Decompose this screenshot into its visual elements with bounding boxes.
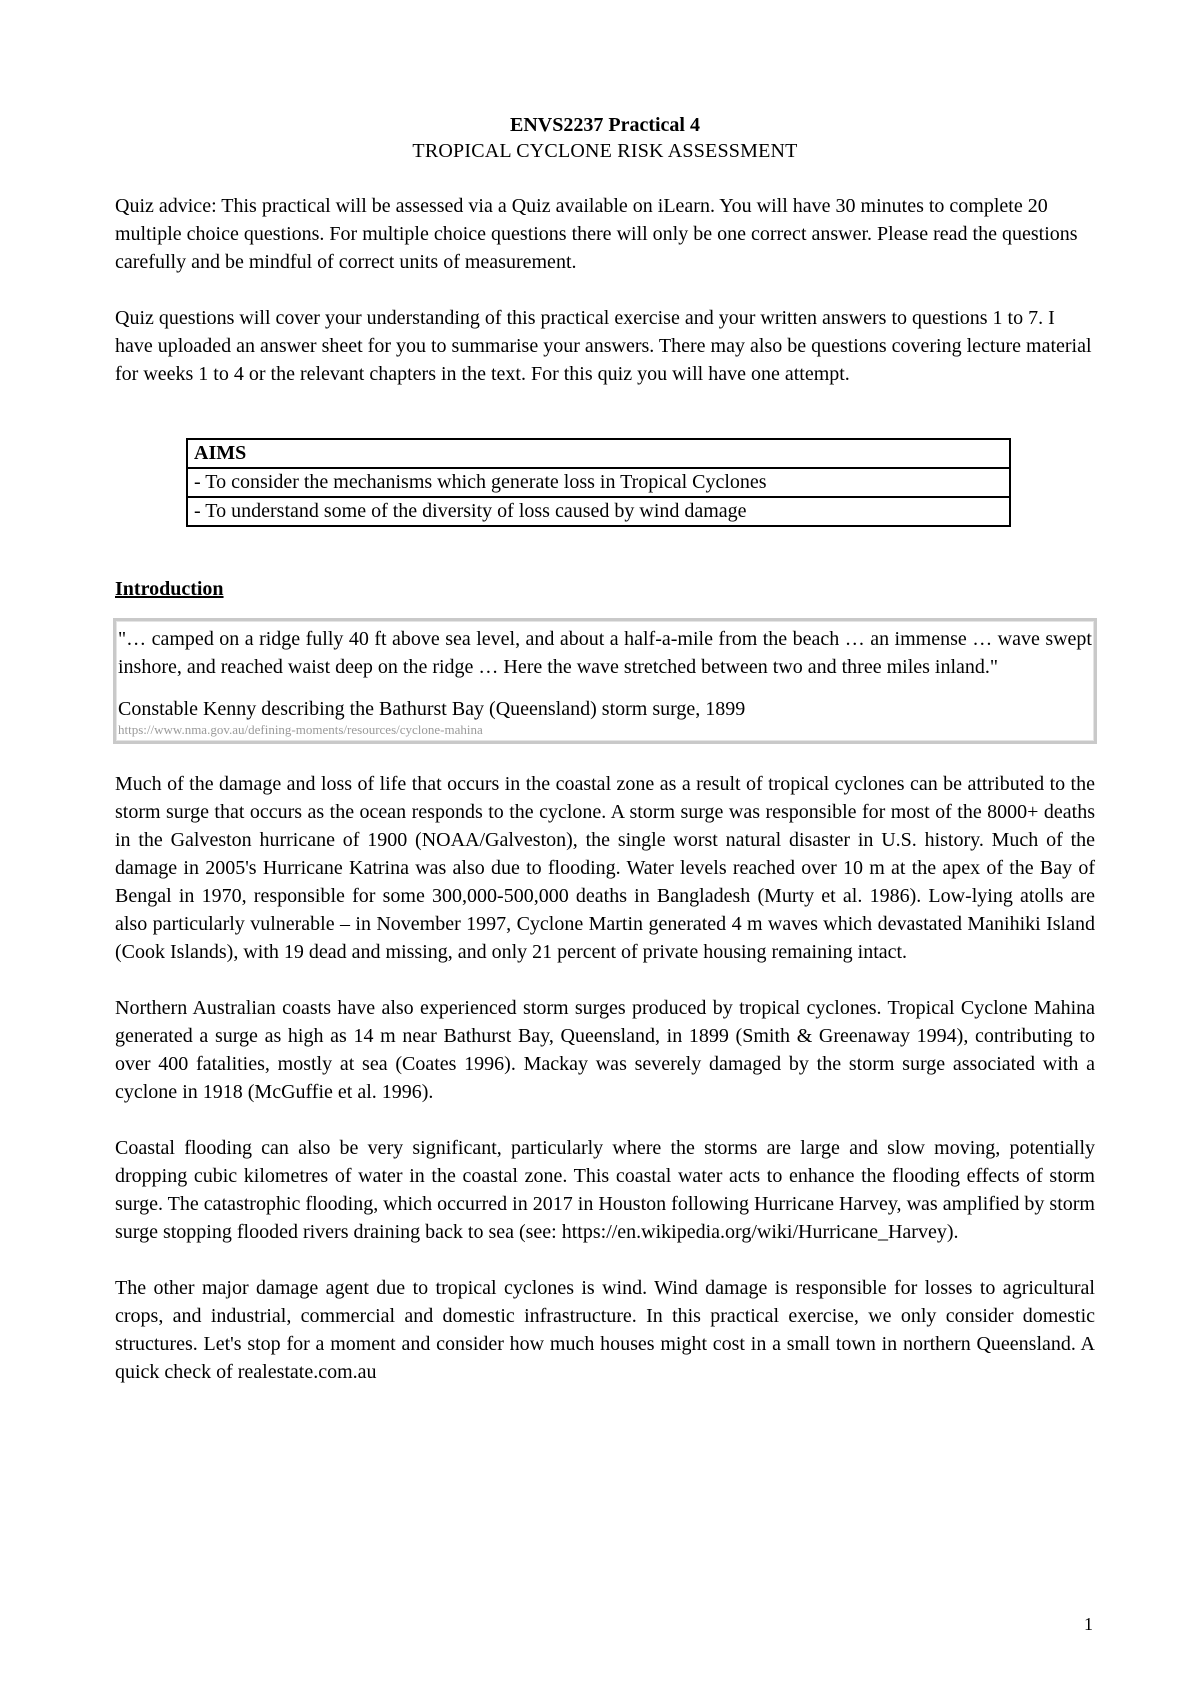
introduction-heading: Introduction [115,578,224,600]
quote-source-link[interactable]: https://www.nma.gov.au/defining-moments/resources/cyclone-mahina [118,722,483,737]
intro-paragraph: Northern Australian coasts have also experienced storm surges produced by tropical cyclones. Tropical Cyclone Mahina generated a surge as high as 14 m near Bathurst Bay, Queensland, in 1899 (Smith & Greenaway 1994), contributing to over 400 fatalities, mostly at sea (Coates 1996). Mackay was severely damaged by the storm surge associated with a cyclone in 1918 (McGuffie et al. 1996). [115,997,1095,1103]
intro-paragraph: Coastal flooding can also be very significant, particularly where the storms are large and slow moving, potentially dropping cubic kilometres of water in the coastal zone. This coastal water acts to enhance the flooding effects of storm surge. The catastrophic flooding, which occurred in 2017 in Houston following Hurricane Harvey, was amplified by storm surge stopping flooded rivers draining back to sea (see: https://en.wikipedia.org/wiki/Hurricane_Harvey). [115,1137,1095,1243]
aims-item: - To understand some of the diversity of loss caused by wind damage [187,497,1010,526]
quiz-questions-paragraph: Quiz questions will cover your understanding of this practical exercise and your written answers to questions 1 to 7. I have uploaded an answer sheet for you to summarise your answers. There may also be questions covering lecture material for weeks 1 to 4 or the relevant chapters in the text. For this quiz you will have one attempt. [115,307,1092,385]
course-title: ENVS2237 Practical 4 [510,114,700,136]
document-page [115,112,1095,1386]
quote-box [113,618,1097,744]
aims-heading: AIMS [187,439,1010,468]
quiz-advice-paragraph: Quiz advice: This practical will be assessed via a Quiz available on iLearn. You will have 30 minutes to complete 20 multiple choice questions. For multiple choice questions there will only be one correct answer. Please read the questions carefully and be mindful of correct units of measurement. [115,195,1078,273]
aims-item: - To consider the mechanisms which generate loss in Tropical Cyclones [187,468,1010,497]
intro-paragraph: Much of the damage and loss of life that occurs in the coastal zone as a result of tropical cyclones can be attributed to the storm surge that occurs as the ocean responds to the cyclone. A storm surge was responsible for most of the 8000+ deaths in the Galveston hurricane of 1900 (NOAA/Galveston), the single worst natural disaster in U.S. history. Much of the damage in 2005's Hurricane Katrina was also due to flooding. Water levels reached over 10 m at the apex of the Bay of Bengal in 1970, responsible for some 300,000-500,000 deaths in Bangladesh (Murty et al. 1986). Low-lying atolls are also particularly vulnerable – in November 1997, Cyclone Martin generated 4 m waves which devastated Manihiki Island (Cook Islands), with 19 dead and missing, and only 21 percent of private housing remaining intact. [115,773,1095,963]
quote-text: "… camped on a ridge fully 40 ft above sea level, and about a half-a-mile from the beach … an immense … wave swept inshore, and reached waist deep on the ridge … Here the wave stretched between two and three miles inland." [118,628,1092,678]
aims-table [186,438,1011,527]
aims-row [187,468,1010,497]
aims-row [187,497,1010,526]
practical-title: TROPICAL CYCLONE RISK ASSESSMENT [412,140,798,162]
page-number: 1 [1084,1614,1093,1634]
quote-attribution: Constable Kenny describing the Bathurst Bay (Queensland) storm surge, 1899 [118,698,746,720]
aims-box [186,438,1011,527]
intro-paragraph: The other major damage agent due to tropical cyclones is wind. Wind damage is responsible for losses to agricultural crops, and industrial, commercial and domestic infrastructure. In this practical exercise, we only consider domestic structures. Let's stop for a moment and consider how much houses might cost in a small town in northern Queensland. A quick check of realestate.com.au [115,1277,1095,1383]
aims-header-row [187,439,1010,468]
